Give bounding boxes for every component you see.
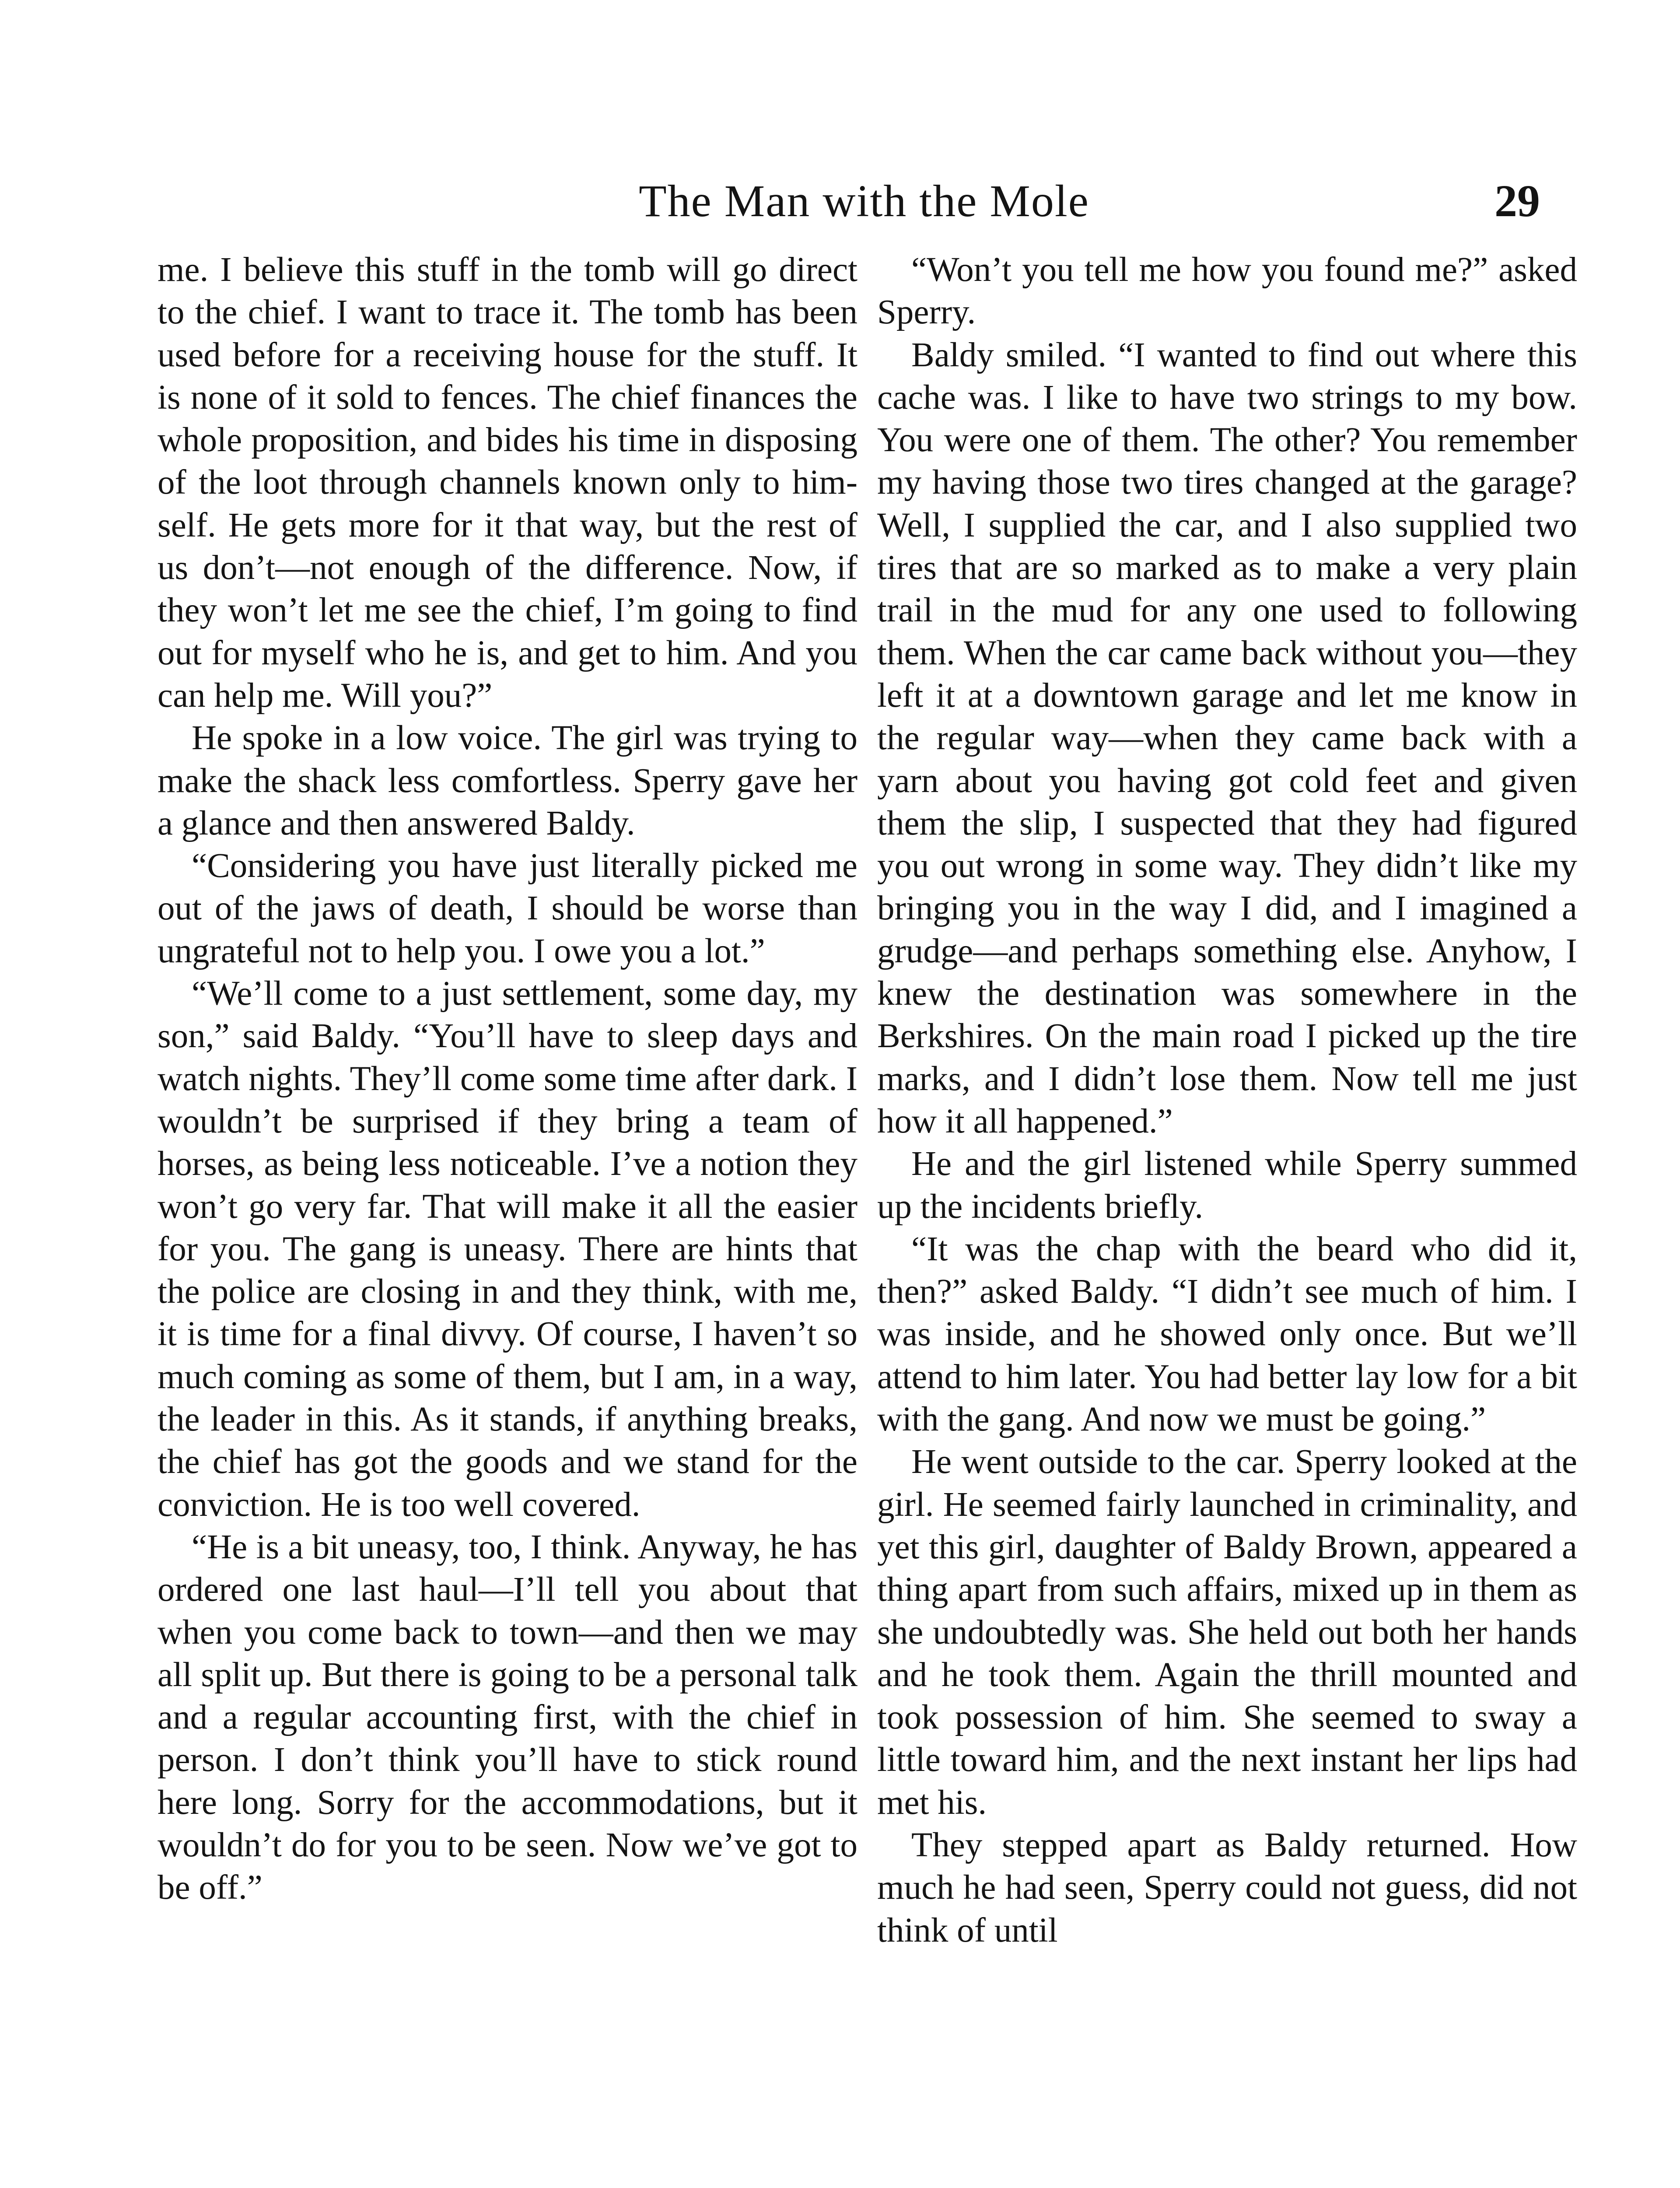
page-number: 29 [1494, 176, 1540, 226]
paragraph: He and the girl listened while Sperry summed up the incidents briefly. [877, 1145, 1577, 1226]
paragraph: me. I believe this stuff in the tomb will go direct to the chief. I want to trace it. The tomb has been used before for a receiving house for the stuff. It is none of it sold to fences. The chief finances the whole proposition, and bides his time in disposing of the loot through channels known only to himself. He gets more for it that way, but the rest of us don’t—not enough of the difference. Now, if they won’t let me see the chief, I’m going to find out for myself who he is, and get to him. And you can help me. Will you?” [158, 251, 858, 715]
paragraph: “Considering you have just literally picked me out of the jaws of death, I should be worse than ungrateful not to help you. I owe you a lot.” [158, 847, 858, 970]
paragraph: “Won’t you tell me how you found me?” asked Sperry. [877, 251, 1577, 332]
paragraph: “He is a bit uneasy, too, I think. Anyway, he has ordered one last haul—I’ll tell you about that when you come back to town—and then we may all split up. But there is going to be a personal talk and a regular accounting first, with the chief in person. I don’t think you’ll have to stick round here long. Sorry for the accommodations, but it wouldn’t do for you to be seen. Now we’ve got to be off.” [158, 1528, 858, 1907]
paragraph: “It was the chap with the beard who did it, then?” asked Baldy. “I didn’t see much of him. I was inside, and he showed only once. But we’ll attend to him later. You had better lay low for a bit with the gang. And now we must be going.” [877, 1230, 1577, 1439]
paragraph: “We’ll come to a just settlement, some day, my son,” said Baldy. “You’ll have to sleep days and watch nights. They’ll come some time after dark. I wouldn’t be surprised if they bring a team of horses, as being less noticeable. I’ve a notion they won’t go very far. That will make it all the easier for you. The gang is uneasy. There are hints that the police are closing in and they think, with me, it is time for a final divvy. Of course, I haven’t so much coming as some of them, but I am, in a way, the leader in this. As it stands, if anything breaks, the chief has got the goods and we stand for the conviction. He is too well covered. [158, 975, 858, 1524]
left-text-column [158, 249, 858, 2188]
running-head-title: The Man with the Mole [639, 176, 1089, 226]
right-text-column [877, 249, 1577, 2188]
paragraph: He went outside to the car. Sperry looked at the girl. He seemed fairly launched in criminality, and yet this girl, daughter of Baldy Brown, appeared a thing apart from such affairs, mixed up in them as she undoubtedly was. She held out both her hands and he took them. Again the thrill mounted and took possession of him. She seemed to sway a little toward him, and the next instant her lips had met his. [877, 1443, 1577, 1822]
running-head [0, 168, 1680, 234]
paragraph: They stepped apart as Baldy returned. How much he had seen, Sperry could not guess, did not think of until [877, 1826, 1577, 1950]
paragraph: Baldy smiled. “I wanted to find out where this cache was. I like to have two strings to my bow. You were one of them. The other? You remember my having those two tires changed at the garage? Well, I supplied the car, and I also supplied two tires that are so marked as to make a very plain trail in the mud for any one used to following them. When the car came back without you—they left it at a downtown garage and let me know in the regular way—when they came back with a yarn about you having got cold feet and given them the slip, I suspected that they had figured you out wrong in some way. They didn’t like my bringing you in the way I did, and I imagined a grudge—and perhaps something else. Anyhow, I knew the destination was somewhere in the Berkshires. On the main road I picked up the tire marks, and I didn’t lose them. Now tell me just how it all happened.” [877, 336, 1577, 1140]
paragraph: He spoke in a low voice. The girl was trying to make the shack less comfortless. Sperry gave her a glance and then answered Baldy. [158, 719, 858, 842]
